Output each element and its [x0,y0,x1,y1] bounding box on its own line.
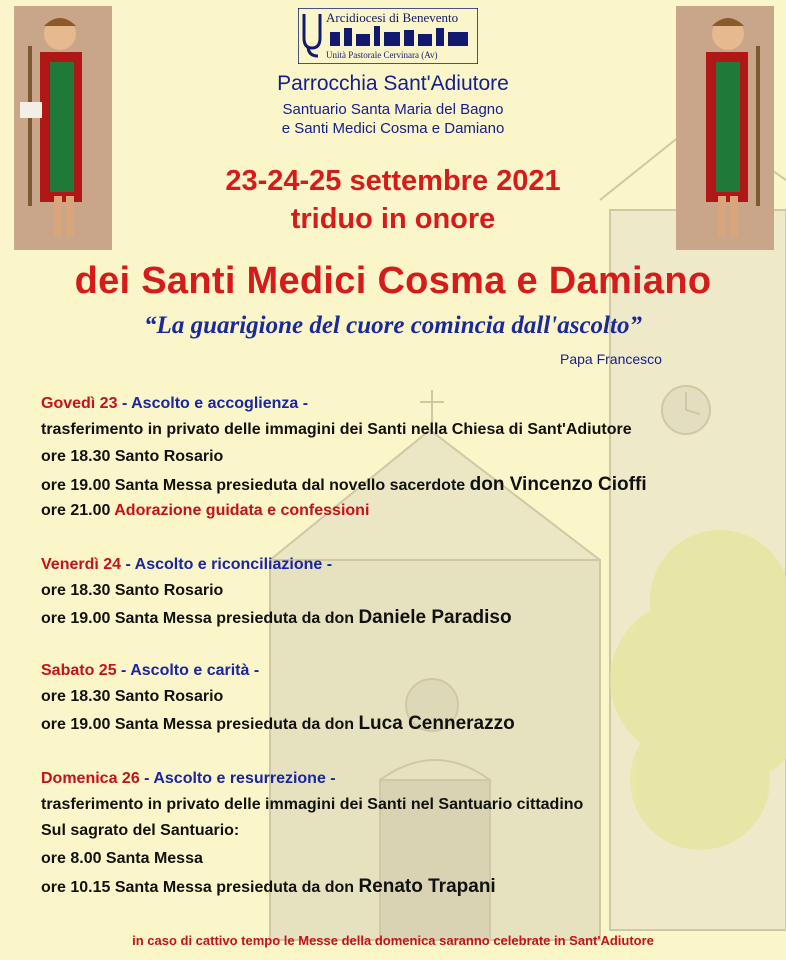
day-heading [41,770,336,788]
day-theme: - Ascolto e riconciliazione - [125,556,333,573]
day-heading [41,662,259,680]
schedule-line: ore 18.30 Santo Rosario [41,448,224,465]
mass-time-text: ore 19.00 Santa Messa presieduta da don [41,716,359,733]
schedule-line: trasferimento in privato delle immagini dei Santi nella Chiesa di Sant'Adiutore [41,421,632,438]
mass-line [41,607,512,629]
bad-weather-note: in caso di cattivo tempo le Messe della domenica saranno celebrate in Sant'Adiutore [132,933,654,948]
quote-text: “La guarigione del cuore comincia dall'ascolto” [144,312,642,339]
quote-author: Papa Francesco [560,351,662,367]
logo-pastoral-unit: Unità Pastorale Cervinara (Av) [326,50,438,60]
day-label: Domenica 26 [41,770,140,787]
mass-time-text: ore 19.00 Santa Messa presieduta dal novello sacerdote [41,477,470,494]
day-theme: - Ascolto e resurrezione - [144,770,336,787]
adoration-time: ore 21.00 [41,502,115,519]
day-theme: - Ascolto e accoglienza - [121,395,309,412]
adoration-line [41,502,369,520]
sanctuary-name: Santuario Santa Maria del Bagno [282,101,504,118]
day-theme: - Ascolto e carità - [121,662,260,679]
schedule-line: ore 18.30 Santo Rosario [41,582,224,599]
mass-line [41,713,515,735]
day-label: Sabato 25 [41,662,117,679]
schedule-line: Sul sagrato del Santuario: [41,822,240,839]
sanctuary-subtitle: e Santi Medici Cosma e Damiano [281,120,505,137]
day-heading [41,395,308,413]
day-heading [41,556,332,574]
mass-line [41,876,496,898]
mass-time-text: ore 19.00 Santa Messa presieduta da don [41,610,359,627]
logo-diocese-name: Arcidiocesi di Benevento [326,10,459,25]
celebrant-name: Daniele Paradiso [358,607,512,628]
event-dates: 23-24-25 settembre 2021 [225,165,561,197]
celebrant-name: Luca Cennerazzo [358,713,515,734]
day-label: Govedì 23 [41,395,118,412]
celebrant-name: Renato Trapani [358,876,496,897]
adoration-text: Adorazione guidata e confessioni [114,502,370,519]
schedule-line: ore 8.00 Santa Messa [41,850,203,867]
schedule-line: trasferimento in privato delle immagini dei Santi nel Santuario cittadino [41,796,584,813]
celebrant-name: don Vincenzo Cioffi [469,474,647,495]
day-label: Venerdì 24 [41,556,122,573]
schedule-line: ore 18.30 Santo Rosario [41,688,224,705]
diocese-logo [298,8,478,64]
event-type: triduo in onore [290,203,496,235]
mass-time-text: ore 10.15 Santa Messa presieduta da don [41,879,359,896]
parish-name: Parrocchia Sant'Adiutore [277,72,509,95]
main-title: dei Santi Medici Cosma e Damiano [74,260,712,302]
mass-line [41,474,647,496]
